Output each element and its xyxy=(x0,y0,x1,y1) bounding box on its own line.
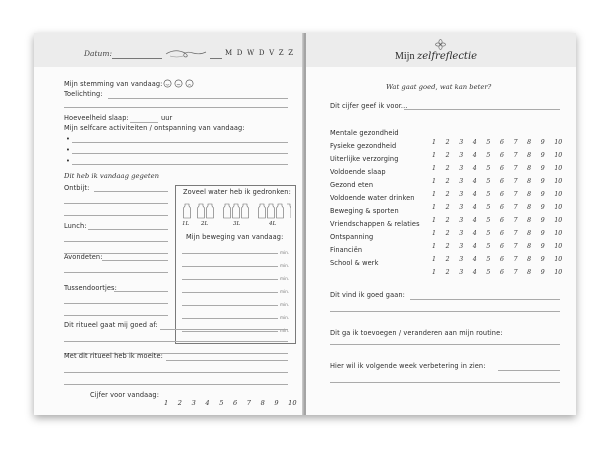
explain-label: Toelichting: xyxy=(64,90,103,98)
rating-option[interactable]: 10 xyxy=(554,204,563,211)
rating-option[interactable]: 6 xyxy=(499,152,504,159)
movement-line[interactable] xyxy=(182,331,278,332)
rating-option[interactable]: 6 xyxy=(499,243,504,250)
rating-option[interactable]: 7 xyxy=(513,217,518,224)
rating-option[interactable]: 2 xyxy=(445,178,450,185)
movement-line[interactable] xyxy=(182,318,278,319)
rating-option[interactable]: 5 xyxy=(486,178,491,185)
rating-option[interactable]: 2 xyxy=(445,256,450,263)
good-line[interactable] xyxy=(330,311,560,312)
minutes-unit: min. xyxy=(280,276,290,281)
minutes-unit: min. xyxy=(280,315,290,320)
planner-book xyxy=(34,33,576,415)
daily-page xyxy=(34,33,304,415)
rating-option[interactable]: 7 xyxy=(513,243,518,250)
rating-option[interactable]: 7 xyxy=(513,165,518,172)
score-option[interactable]: 8 xyxy=(260,399,265,407)
rating-option[interactable]: 6 xyxy=(499,191,504,198)
page-subtitle: Wat gaat goed, wat kan beter? xyxy=(386,83,492,91)
meal-line[interactable] xyxy=(114,291,168,292)
rating-option[interactable]: 10 xyxy=(554,269,563,276)
rating-option[interactable]: 9 xyxy=(540,139,545,146)
weekday-selector[interactable]: M D W D V Z Z xyxy=(225,49,295,57)
explain-line[interactable] xyxy=(64,107,288,108)
rating-option[interactable]: 7 xyxy=(513,204,518,211)
score-scale xyxy=(164,390,302,409)
rating-option[interactable]: 4 xyxy=(472,139,477,146)
water-level-3l: 3L xyxy=(233,221,241,227)
selfcare-label: Mijn selfcare activiteiten / ontspanning van vandaag: xyxy=(64,124,245,132)
rating-option[interactable]: 3 xyxy=(459,269,464,276)
rating-option[interactable]: 10 xyxy=(554,152,563,159)
bullet: • xyxy=(66,135,70,143)
rating-option[interactable]: 4 xyxy=(472,191,477,198)
rating-option[interactable]: 5 xyxy=(486,165,491,172)
eaten-title: Dit heb ik vandaag gegeten xyxy=(64,172,159,180)
water-title: Zoveel water heb ik gedronken: xyxy=(183,188,291,196)
water-bottles-icon[interactable] xyxy=(181,199,291,219)
selfcare-line[interactable] xyxy=(72,142,288,143)
rating-option[interactable]: 6 xyxy=(499,269,504,276)
rating-option[interactable]: 8 xyxy=(527,230,532,237)
ritual-line[interactable] xyxy=(64,341,288,342)
rating-option[interactable]: 10 xyxy=(554,191,563,198)
ritual-line[interactable] xyxy=(160,329,288,330)
rating-option[interactable]: 8 xyxy=(527,269,532,276)
water-level-2l: 2L xyxy=(201,221,209,227)
improve-line[interactable] xyxy=(498,370,560,371)
meal-breakfast-label: Ontbijt: xyxy=(64,184,90,192)
water-movement-box xyxy=(175,185,296,344)
rating-option[interactable]: 8 xyxy=(527,204,532,211)
ritual-line[interactable] xyxy=(64,372,288,373)
mood-faces-icon[interactable] xyxy=(163,79,195,88)
meal-lunch-label: Lunch: xyxy=(64,222,87,230)
mood-label: Mijn stemming van vandaag: xyxy=(64,80,163,88)
rating-option[interactable]: 5 xyxy=(486,204,491,211)
bullet: • xyxy=(66,157,70,165)
rating-option[interactable]: 3 xyxy=(459,256,464,263)
rating-option[interactable]: 8 xyxy=(527,217,532,224)
category-label: Beweging & sporten xyxy=(330,207,399,215)
rating-option[interactable]: 2 xyxy=(445,217,450,224)
rating-option[interactable]: 5 xyxy=(486,269,491,276)
movement-line[interactable] xyxy=(182,279,278,280)
rating-option[interactable]: 10 xyxy=(554,139,563,146)
category-label: Ontspanning xyxy=(330,233,374,241)
rating-option[interactable]: 9 xyxy=(540,204,545,211)
rating-option[interactable]: 3 xyxy=(459,152,464,159)
page-title-italic: zelfreflectie xyxy=(416,51,478,62)
meal-line[interactable] xyxy=(64,315,168,316)
rating-option[interactable]: 4 xyxy=(472,230,477,237)
rating-option[interactable]: 3 xyxy=(459,217,464,224)
rating-option[interactable]: 6 xyxy=(499,178,504,185)
sleep-line[interactable] xyxy=(130,122,158,123)
rating-option[interactable]: 6 xyxy=(499,256,504,263)
ritual-line[interactable] xyxy=(64,384,288,385)
category-label: Vriendschappen & relaties xyxy=(330,220,420,228)
movement-title: Mijn beweging van vandaag: xyxy=(186,233,284,241)
rating-option[interactable]: 7 xyxy=(513,256,518,263)
score-option[interactable]: 10 xyxy=(288,399,297,407)
meal-line[interactable] xyxy=(64,272,168,273)
rating-option[interactable]: 9 xyxy=(540,230,545,237)
rating-option[interactable]: 9 xyxy=(540,256,545,263)
rating-option[interactable]: 6 xyxy=(499,230,504,237)
rating-option[interactable]: 2 xyxy=(445,204,450,211)
rating-option[interactable]: 8 xyxy=(527,165,532,172)
rating-option[interactable]: 8 xyxy=(527,139,532,146)
sleep-label: Hoeveelheid slaap: xyxy=(64,114,129,122)
rating-option[interactable]: 2 xyxy=(445,139,450,146)
rating-option[interactable]: 1 xyxy=(432,178,436,185)
rating-option[interactable]: 7 xyxy=(513,191,518,198)
rating-option[interactable]: 6 xyxy=(499,204,504,211)
category-label: Gezond eten xyxy=(330,181,374,189)
rating-option[interactable]: 9 xyxy=(540,269,545,276)
rating-option[interactable]: 3 xyxy=(459,178,464,185)
rating-option[interactable]: 4 xyxy=(472,269,477,276)
good-label: Dit vind ik goed gaan: xyxy=(330,291,405,299)
rating-option[interactable]: 3 xyxy=(459,243,464,250)
rating-option[interactable]: 1 xyxy=(432,230,436,237)
meal-line[interactable] xyxy=(64,215,168,216)
score-option[interactable]: 6 xyxy=(232,399,238,407)
category-label: Voldoende slaap xyxy=(330,168,386,176)
page-title xyxy=(395,51,477,62)
score-option[interactable]: 7 xyxy=(246,399,251,407)
rating-option[interactable]: 9 xyxy=(540,217,545,224)
movement-line[interactable] xyxy=(182,292,278,293)
rating-option[interactable]: 4 xyxy=(472,217,477,224)
rating-option[interactable]: 9 xyxy=(540,165,545,172)
rating-option[interactable]: 9 xyxy=(540,152,545,159)
rating-option[interactable]: 10 xyxy=(554,243,563,250)
rating-option[interactable]: 8 xyxy=(527,152,532,159)
rating-option[interactable]: 5 xyxy=(486,152,491,159)
change-line[interactable] xyxy=(330,344,560,345)
date-line[interactable] xyxy=(112,58,162,59)
bullet: • xyxy=(66,146,70,154)
rating-option[interactable]: 6 xyxy=(499,165,504,172)
meal-line[interactable] xyxy=(88,229,168,230)
rating-option[interactable]: 4 xyxy=(472,152,477,159)
score-option[interactable]: 4 xyxy=(205,399,210,407)
rating-option[interactable]: 5 xyxy=(486,139,491,146)
score-option[interactable]: 2 xyxy=(177,399,182,407)
rating-option[interactable]: 5 xyxy=(486,256,491,263)
rating-option[interactable]: 6 xyxy=(499,217,504,224)
rating-option[interactable]: 7 xyxy=(513,178,518,185)
good-line[interactable] xyxy=(410,299,560,300)
rating-option[interactable]: 5 xyxy=(486,191,491,198)
selfcare-line[interactable] xyxy=(72,164,288,165)
rating-option[interactable]: 7 xyxy=(513,139,518,146)
rating-option[interactable]: 4 xyxy=(472,178,477,185)
rating-option[interactable]: 2 xyxy=(445,269,450,276)
category-label: Fysieke gezondheid xyxy=(330,142,397,150)
rating-option[interactable]: 9 xyxy=(540,191,545,198)
category-label: School & werk xyxy=(330,259,379,267)
category-label: Uiterlijke verzorging xyxy=(330,155,399,163)
rating-option[interactable]: 8 xyxy=(527,178,532,185)
minutes-unit: min. xyxy=(280,302,290,307)
water-level-4l: 4L xyxy=(269,221,277,227)
improve-label: Hier wil ik volgende week verbetering in zien: xyxy=(330,362,486,370)
rating-option[interactable]: 1 xyxy=(432,191,436,198)
rating-option[interactable]: 2 xyxy=(445,191,450,198)
minutes-unit: min. xyxy=(280,289,290,294)
rating-intro: Dit cijfer geef ik voor... xyxy=(330,102,408,110)
rating-option[interactable]: 3 xyxy=(459,204,464,211)
meal-dinner-label: Avondeten: xyxy=(64,253,103,261)
rating-option[interactable]: 8 xyxy=(527,191,532,198)
rating-option[interactable]: 4 xyxy=(472,256,477,263)
category-label: Voldoende water drinken xyxy=(330,194,415,202)
category-label: Mentale gezondheid xyxy=(330,129,399,137)
reflection-page xyxy=(306,33,576,415)
minutes-unit: min. xyxy=(280,250,290,255)
rating-option[interactable]: 3 xyxy=(459,230,464,237)
rating-option[interactable]: 3 xyxy=(459,165,464,172)
water-level-1l: 1L xyxy=(182,221,190,227)
rating-row xyxy=(432,259,568,278)
movement-line[interactable] xyxy=(182,253,278,254)
rating-option[interactable]: 1 xyxy=(432,139,436,146)
rating-option[interactable]: 6 xyxy=(499,139,504,146)
rating-option[interactable]: 2 xyxy=(445,243,450,250)
meal-snacks-label: Tussendoortjes: xyxy=(64,284,117,292)
rating-option[interactable]: 4 xyxy=(472,165,477,172)
movement-line[interactable] xyxy=(182,266,278,267)
rating-option[interactable]: 1 xyxy=(432,165,436,172)
rating-option[interactable]: 10 xyxy=(554,230,563,237)
meal-line[interactable] xyxy=(102,260,168,261)
ritual-good-label: Dit ritueel gaat mij goed af: xyxy=(64,321,158,329)
meal-line[interactable] xyxy=(64,203,168,204)
rating-option[interactable]: 10 xyxy=(554,217,563,224)
rating-option[interactable]: 1 xyxy=(432,204,436,211)
rating-option[interactable]: 3 xyxy=(459,191,464,198)
meal-line[interactable] xyxy=(64,241,168,242)
minutes-unit: min. xyxy=(280,263,290,268)
rating-option[interactable]: 1 xyxy=(432,256,436,263)
ornament-icon xyxy=(165,47,207,59)
rating-option[interactable]: 1 xyxy=(432,243,436,250)
ritual-line[interactable] xyxy=(166,360,288,361)
rating-option[interactable]: 5 xyxy=(486,230,491,237)
rating-option[interactable]: 1 xyxy=(432,269,436,276)
rating-option[interactable]: 8 xyxy=(527,256,532,263)
meal-line[interactable] xyxy=(94,191,168,192)
change-label: Dit ga ik toevoegen / veranderen aan mijn routine: xyxy=(330,329,503,337)
rating-option[interactable]: 9 xyxy=(540,243,545,250)
rating-option[interactable]: 10 xyxy=(554,165,563,172)
page-title-plain: Mijn xyxy=(395,51,417,62)
rating-option[interactable]: 2 xyxy=(445,165,450,172)
score-label: Cijfer voor vandaag: xyxy=(90,391,160,399)
score-option[interactable]: 5 xyxy=(219,399,224,407)
rating-option[interactable]: 10 xyxy=(554,256,563,263)
rating-option[interactable]: 1 xyxy=(432,152,436,159)
meal-line[interactable] xyxy=(64,303,168,304)
rating-option[interactable]: 5 xyxy=(486,243,491,250)
score-option[interactable]: 3 xyxy=(191,399,196,407)
score-option[interactable]: 9 xyxy=(274,399,279,407)
rating-option[interactable]: 2 xyxy=(445,152,450,159)
movement-line[interactable] xyxy=(182,305,278,306)
rating-option[interactable]: 8 xyxy=(527,243,532,250)
date-label: Datum: xyxy=(84,49,112,58)
score-option[interactable]: 1 xyxy=(164,399,169,407)
rating-option[interactable]: 5 xyxy=(486,217,491,224)
ritual-hard-label: Met dit ritueel heb ik moeite: xyxy=(64,352,163,360)
category-label: Financiën xyxy=(330,246,363,254)
sleep-unit: uur xyxy=(161,114,173,122)
explain-line[interactable] xyxy=(108,98,288,99)
rating-option[interactable]: 4 xyxy=(472,243,477,250)
selfcare-line[interactable] xyxy=(72,153,288,154)
rating-option[interactable]: 1 xyxy=(432,217,436,224)
rating-intro-line xyxy=(404,109,560,110)
minutes-unit: min. xyxy=(280,328,290,333)
rating-option[interactable]: 9 xyxy=(540,178,545,185)
rating-option[interactable]: 7 xyxy=(513,152,518,159)
improve-line[interactable] xyxy=(330,382,560,383)
flower-icon xyxy=(435,39,446,50)
rating-option[interactable]: 4 xyxy=(472,204,477,211)
rating-option[interactable]: 3 xyxy=(459,139,464,146)
rating-option[interactable]: 10 xyxy=(554,178,563,185)
rating-option[interactable]: 2 xyxy=(445,230,450,237)
date-line-right xyxy=(210,58,222,59)
rating-option[interactable]: 7 xyxy=(513,269,518,276)
rating-option[interactable]: 7 xyxy=(513,230,518,237)
